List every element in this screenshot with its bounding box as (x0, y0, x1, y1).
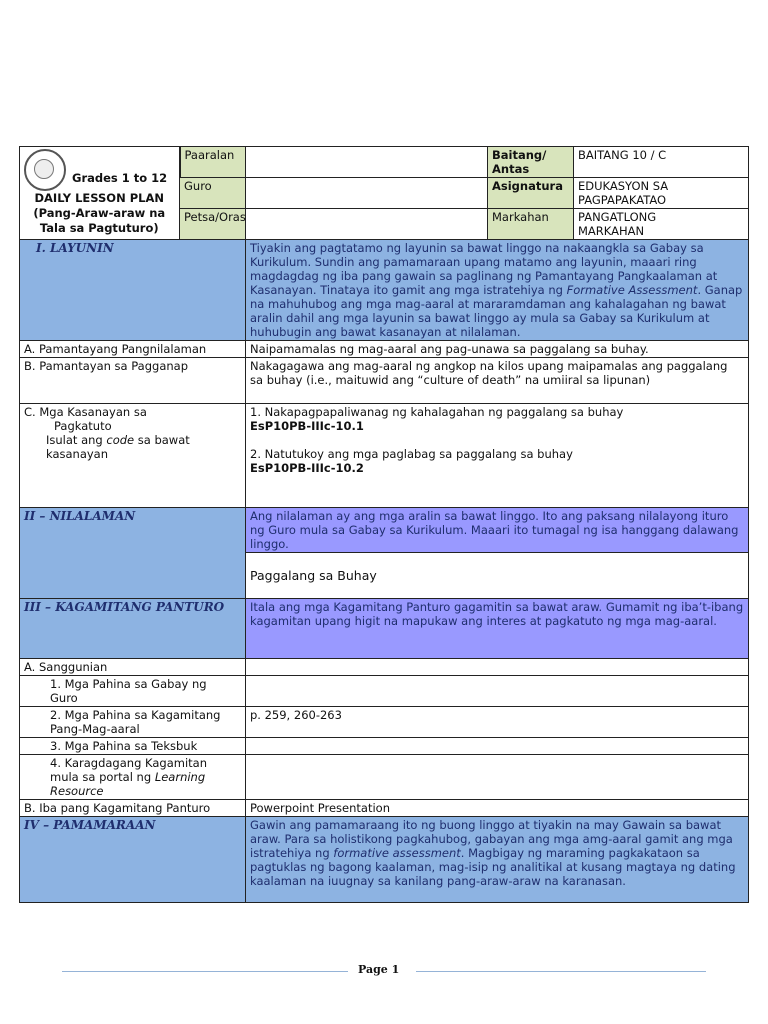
competency-item: 1. Nakapagpapaliwanag ng kahalagahan ng paggalang sa buhay (250, 405, 624, 419)
subject-label: Asignatura (488, 178, 574, 209)
lesson-topic: Paggalang sa Buhay (246, 553, 749, 599)
lesson-plan-table (19, 146, 749, 903)
school-label: Paaralan (180, 147, 246, 178)
textbook-pages-value[interactable] (246, 738, 749, 755)
plan-title-line: Tala sa Pagtuturo) (39, 221, 159, 235)
date-field[interactable] (246, 209, 488, 240)
references-label: A. Sanggunian (20, 659, 246, 676)
deped-seal-icon (24, 149, 66, 191)
plan-title-line: Grades 1 to 12 (72, 171, 168, 185)
section-nilalaman-text: Ang nilalaman ay ang mga aralin sa bawat linggo. Ito ang paksang nilalayong ituro ng Guro mula sa Gabay sa Kurikulum. Maaari ito tumagal ng isa hanggang dalawang linggo. (246, 508, 749, 553)
additional-materials-value[interactable] (246, 755, 749, 800)
section-nilalaman-title: II – NILALAMAN (20, 508, 246, 599)
references-value (246, 659, 749, 676)
performance-standard-label: B. Pamantayan sa Pagganap (20, 358, 246, 404)
section-layunin-title: I. LAYUNIN (20, 240, 246, 341)
grade-field[interactable]: BAITANG 10 / C (574, 147, 749, 178)
footer-divider (416, 971, 706, 972)
plan-title-line: (Pang-Araw-araw na (33, 206, 166, 220)
teacher-guide-pages-value[interactable] (246, 676, 749, 707)
plan-title-line: DAILY LESSON PLAN (34, 191, 164, 205)
section-pamamaraan-text: Gawin ang pamamaraang ito ng buong linggo at tiyakin na may Gawain sa bawat araw. Para sa holistikong pagkahubog, gabayan ang mga amg-aaral gamit ang mga istratehiya ng formative assessment. Magbigay ng maraming pagkakataon sa pagtuklas ng bagong kaalaman, mag-isip ng analitikal at kusang magtaya ng dating kaalaman na iuugnay sa kanilang pang-araw-araw na karanasan. (246, 817, 749, 903)
section-layunin-text: Tiyakin ang pagtatamo ng layunin sa bawat linggo na nakaangkla sa Gabay sa Kurikulum. Sundin ang pamamaraan upang matamo ang layunin, maaari ring magdagdag ng iba pang gawain sa paglinang ng Pamantayang Pangkaalaman at Kasanayan. Tinataya ito gamit ang mga istratehiya ng Formative Assessment. Ganap na mahuhubog ang mga mag-aaral at mararamdaman ang kahalagahan ng bawat aralin dahil ang mga layunin sa bawat linggo ay mula sa Gabay sa Kurikulum at huhubugin ang bawat kasanayan at nilalaman. (246, 240, 749, 341)
plan-title-cell (20, 147, 180, 240)
page-number: Page 1 (358, 963, 400, 976)
performance-standard-value: Nakagagawa ang mag-aaral ng angkop na kilos upang maipamalas ang paggalang sa buhay (i.e., maituwid ang “culture of death” na umiiral sa lipunan) (246, 358, 749, 404)
grade-label: Baitang/ Antas (488, 147, 574, 178)
textbook-pages-label: 3. Mga Pahina sa Teksbuk (20, 738, 246, 755)
date-label: Petsa/Oras (180, 209, 246, 240)
competencies-label: C. Mga Kasanayan sa Pagkatuto Isulat ang code sa bawat kasanayan (20, 404, 246, 508)
subject-field[interactable]: EDUKASYON SA PAGPAPAKATAO (574, 178, 749, 209)
competencies-list (246, 404, 749, 508)
teacher-field[interactable] (246, 178, 488, 209)
footer-divider (62, 971, 348, 972)
content-standard-label: A. Pamantayang Pangnilalaman (20, 341, 246, 358)
other-materials-label: B. Iba pang Kagamitang Panturo (20, 800, 246, 817)
competency-code: EsP10PB-IIIc-10.2 (250, 461, 364, 475)
quarter-label: Markahan (488, 209, 574, 240)
page-footer (62, 962, 706, 980)
school-field[interactable] (246, 147, 488, 178)
quarter-field[interactable]: PANGATLONG MARKAHAN (574, 209, 749, 240)
content-standard-value: Naipamamalas ng mag-aaral ang pag-unawa sa paggalang sa buhay. (246, 341, 749, 358)
teacher-label: Guro (180, 178, 246, 209)
learner-material-pages-value[interactable]: p. 259, 260-263 (246, 707, 749, 738)
other-materials-value[interactable]: Powerpoint Presentation (246, 800, 749, 817)
competency-item: 2. Natutukoy ang mga paglabag sa paggalang sa buhay (250, 447, 573, 461)
section-kagamitan-title: III – KAGAMITANG PANTURO (20, 599, 246, 659)
lesson-plan-sheet (19, 146, 748, 903)
teacher-guide-pages-label: 1. Mga Pahina sa Gabay ng Guro (20, 676, 246, 707)
section-kagamitan-text: Itala ang mga Kagamitang Panturo gagamitin sa bawat araw. Gumamit ng iba’t-ibang kagamitan upang higit na mapukaw ang interes at pagkatuto ng mga mag-aaral. (246, 599, 749, 659)
competency-code: EsP10PB-IIIc-10.1 (250, 419, 364, 433)
additional-materials-label: 4. Karagdagang Kagamitan mula sa portal ng Learning Resource (20, 755, 246, 800)
learner-material-pages-label: 2. Mga Pahina sa Kagamitang Pang-Mag-aaral (20, 707, 246, 738)
section-pamamaraan-title: IV – PAMAMARAAN (20, 817, 246, 903)
